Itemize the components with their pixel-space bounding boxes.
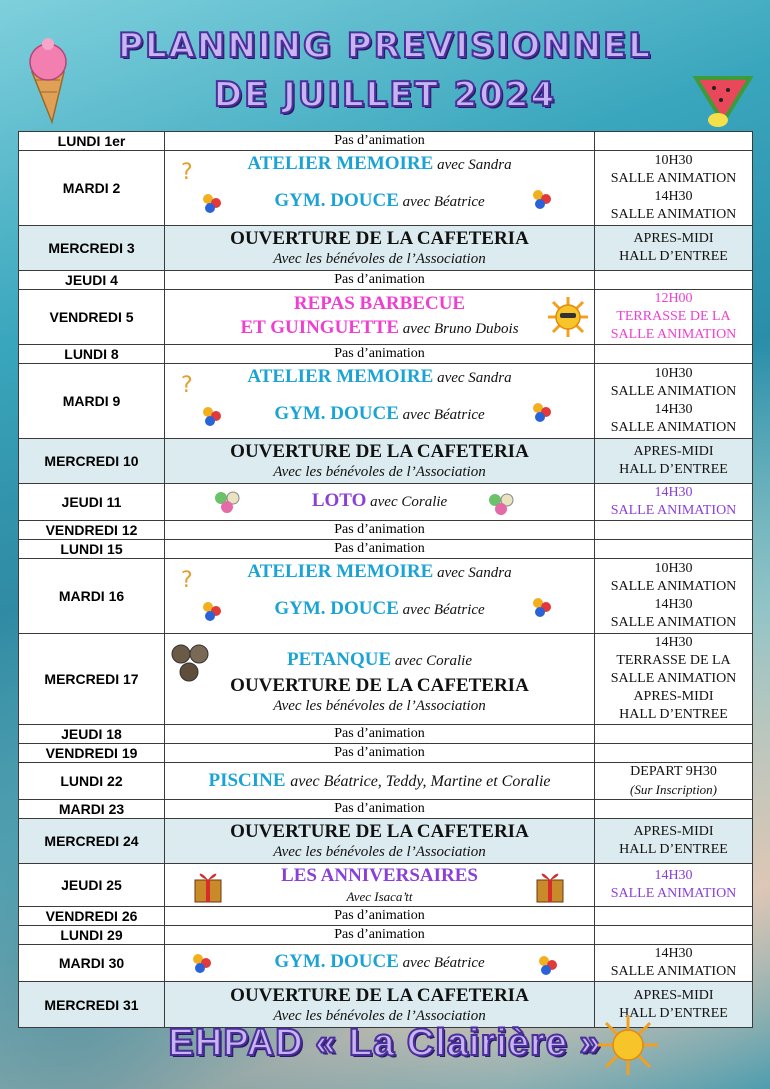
activity-host: avec Béatrice, Teddy, Martine et Coralie <box>290 772 551 790</box>
table-row <box>19 800 753 819</box>
day-cell: MARDI 30 <box>19 945 165 982</box>
table-row <box>19 540 753 559</box>
activity-title: ATELIER MEMOIRE <box>247 366 434 387</box>
activity-cell <box>165 559 595 634</box>
sun-icon <box>596 1013 660 1077</box>
activity-host: avec Béatrice <box>398 955 485 971</box>
activity-cell <box>165 819 595 864</box>
day-cell: VENDREDI 5 <box>19 290 165 345</box>
place-line: HALL D’ENTREE <box>619 462 728 477</box>
place-line: HALL D’ENTREE <box>619 249 728 264</box>
table-row <box>19 725 753 744</box>
table-row <box>19 271 753 290</box>
day-cell: LUNDI 8 <box>19 345 165 364</box>
place-cell <box>595 151 753 226</box>
activity-title: OUVERTURE DE LA CAFETERIA <box>230 441 529 462</box>
activity-host: Avec Isaca’tt <box>346 889 413 904</box>
place-line: 10H30 <box>654 561 693 576</box>
activity-host: avec Coralie <box>366 494 448 510</box>
table-row <box>19 634 753 725</box>
place-cell <box>595 926 753 945</box>
day-cell: MARDI 2 <box>19 151 165 226</box>
place-cell <box>595 484 753 521</box>
place-line: (Sur Inscription) <box>629 782 718 797</box>
table-row <box>19 559 753 634</box>
activity-cell: Pas d’animation <box>165 132 595 151</box>
lotto-balls-icon <box>213 490 245 514</box>
page-title <box>0 20 770 118</box>
place-cell <box>595 540 753 559</box>
day-cell: MERCREDI 3 <box>19 226 165 271</box>
place-line: APRES-MIDI <box>633 689 714 704</box>
day-cell: MERCREDI 17 <box>19 634 165 725</box>
place-cell <box>595 132 753 151</box>
day-cell: VENDREDI 12 <box>19 521 165 540</box>
activity-cell: Pas d’animation <box>165 521 595 540</box>
day-cell: LUNDI 22 <box>19 763 165 800</box>
activity-title: OUVERTURE DE LA CAFETERIA <box>230 228 529 249</box>
question-mark-icon <box>179 567 201 591</box>
table-row <box>19 926 753 945</box>
table-row <box>19 364 753 439</box>
table-row <box>19 345 753 364</box>
place-cell <box>595 725 753 744</box>
svg-text:?: ? <box>181 373 193 396</box>
activity-host: Avec les bénévoles de l’Association <box>273 698 486 714</box>
balls-icon <box>531 400 553 424</box>
activity-cell <box>165 364 595 439</box>
petanque-icon <box>169 642 213 684</box>
place-line: SALLE ANIMATION <box>610 886 737 901</box>
balls-icon <box>531 187 553 211</box>
table-row <box>19 819 753 864</box>
day-cell: MARDI 23 <box>19 800 165 819</box>
balls-icon <box>537 953 559 977</box>
activity-title: LES ANNIVERSAIRES <box>281 865 478 886</box>
place-line: SALLE ANIMATION <box>610 171 737 186</box>
place-cell <box>595 271 753 290</box>
activity-title: OUVERTURE DE LA CAFETERIA <box>230 821 529 842</box>
activity-cell: Pas d’animation <box>165 926 595 945</box>
activity-host: avec Coralie <box>391 653 472 669</box>
sun-icon <box>547 296 589 338</box>
table-row <box>19 907 753 926</box>
place-line: APRES-MIDI <box>633 824 714 839</box>
place-cell <box>595 290 753 345</box>
place-line: HALL D’ENTREE <box>619 707 728 722</box>
activity-cell: Pas d’animation <box>165 744 595 763</box>
table-row <box>19 439 753 484</box>
place-line: 10H30 <box>654 366 693 381</box>
day-cell: LUNDI 29 <box>19 926 165 945</box>
place-line: APRES-MIDI <box>633 231 714 246</box>
place-cell <box>595 819 753 864</box>
day-cell: LUNDI 1er <box>19 132 165 151</box>
place-line: DEPART 9H30 <box>630 764 717 779</box>
activity-title: PETANQUE <box>287 649 392 670</box>
day-cell: JEUDI 18 <box>19 725 165 744</box>
place-line: APRES-MIDI <box>633 444 714 459</box>
place-cell <box>595 439 753 484</box>
activity-title: GYM. DOUCE <box>274 951 399 972</box>
place-cell <box>595 521 753 540</box>
balls-icon <box>531 595 553 619</box>
activity-cell <box>165 484 595 521</box>
place-line: TERRASSE DE LA <box>616 309 731 324</box>
lotto-balls-icon <box>487 492 519 516</box>
place-line: SALLE ANIMATION <box>610 503 737 518</box>
activity-title: ATELIER MEMOIRE <box>247 561 434 582</box>
svg-text:?: ? <box>181 160 193 183</box>
day-cell: MERCREDI 24 <box>19 819 165 864</box>
place-line: SALLE ANIMATION <box>610 964 737 979</box>
activity-cell <box>165 982 595 1028</box>
place-line: 14H30 <box>654 597 693 612</box>
gift-icon <box>533 866 567 904</box>
question-mark-icon <box>179 372 201 396</box>
place-line: 12H00 <box>654 291 693 306</box>
place-line: TERRASSE DE LA <box>616 653 731 668</box>
place-cell <box>595 763 753 800</box>
activity-host: avec Béatrice <box>398 194 485 210</box>
svg-text:?: ? <box>181 568 193 591</box>
activity-host: avec Sandra <box>433 565 512 581</box>
place-line: 14H30 <box>654 189 693 204</box>
activity-cell: Pas d’animation <box>165 907 595 926</box>
activity-cell: Pas d’animation <box>165 800 595 819</box>
table-row <box>19 763 753 800</box>
activity-title: GYM. DOUCE <box>274 598 399 619</box>
activity-title: OUVERTURE DE LA CAFETERIA <box>230 984 529 1006</box>
activity-title: REPAS BARBECUE <box>293 293 466 314</box>
place-line: 14H30 <box>654 868 693 883</box>
activity-host: avec Sandra <box>433 370 512 386</box>
activity-title: GYM. DOUCE <box>274 190 399 211</box>
place-cell <box>595 945 753 982</box>
activity-cell: Pas d’animation <box>165 540 595 559</box>
balls-icon <box>191 951 213 975</box>
activity-cell <box>165 763 595 800</box>
place-line: SALLE ANIMATION <box>610 615 737 630</box>
place-cell <box>595 345 753 364</box>
planning-table <box>18 131 753 1028</box>
activity-host: Avec les bénévoles de l’Association <box>273 1007 486 1024</box>
place-line: SALLE ANIMATION <box>610 207 737 222</box>
day-cell: MARDI 16 <box>19 559 165 634</box>
place-line: 14H30 <box>654 635 693 650</box>
activity-title: PISCINE <box>208 769 291 791</box>
activity-title: GYM. DOUCE <box>274 403 399 424</box>
table-row <box>19 864 753 907</box>
activity-host: Avec les bénévoles de l’Association <box>273 464 486 480</box>
title-line-2: DE JUILLET 2024 <box>213 75 557 115</box>
activity-title: LOTO <box>311 490 367 511</box>
activity-host: avec Béatrice <box>398 602 485 618</box>
activity-cell <box>165 151 595 226</box>
place-cell <box>595 800 753 819</box>
place-line: HALL D’ENTREE <box>619 842 728 857</box>
place-line: SALLE ANIMATION <box>610 671 737 686</box>
place-line: SALLE ANIMATION <box>610 579 737 594</box>
activity-cell: Pas d’animation <box>165 345 595 364</box>
place-line: 14H30 <box>654 485 693 500</box>
place-line: 14H30 <box>654 946 693 961</box>
day-cell: JEUDI 25 <box>19 864 165 907</box>
table-row <box>19 744 753 763</box>
activity-cell <box>165 945 595 982</box>
place-line: 14H30 <box>654 402 693 417</box>
activity-cell <box>165 439 595 484</box>
activity-title: ATELIER MEMOIRE <box>247 153 434 174</box>
activity-host: avec Sandra <box>433 157 512 173</box>
activity-host: Avec les bénévoles de l’Association <box>273 251 486 267</box>
day-cell: LUNDI 15 <box>19 540 165 559</box>
place-line: SALLE ANIMATION <box>610 420 737 435</box>
place-cell <box>595 226 753 271</box>
activity-title: ET GUINGUETTE <box>240 317 399 338</box>
day-cell: MARDI 9 <box>19 364 165 439</box>
day-cell: VENDREDI 19 <box>19 744 165 763</box>
place-line: SALLE ANIMATION <box>610 384 737 399</box>
table-row <box>19 484 753 521</box>
activity-host: Avec les bénévoles de l’Association <box>273 844 486 860</box>
balls-icon <box>201 599 223 623</box>
place-line: 10H30 <box>654 153 693 168</box>
activity-cell <box>165 634 595 725</box>
table-row <box>19 290 753 345</box>
activity-cell: Pas d’animation <box>165 725 595 744</box>
table-row <box>19 226 753 271</box>
day-cell: MERCREDI 10 <box>19 439 165 484</box>
place-cell <box>595 559 753 634</box>
question-mark-icon <box>179 159 201 183</box>
place-cell <box>595 744 753 763</box>
place-cell <box>595 864 753 907</box>
footer-title: EHPAD « La Clairière » <box>168 1022 602 1064</box>
gift-icon <box>191 866 225 904</box>
day-cell: JEUDI 4 <box>19 271 165 290</box>
place-cell <box>595 364 753 439</box>
table-row <box>19 151 753 226</box>
table-row <box>19 945 753 982</box>
activity-host: avec Bruno Dubois <box>399 321 519 337</box>
day-cell: JEUDI 11 <box>19 484 165 521</box>
balls-icon <box>201 404 223 428</box>
place-line: APRES-MIDI <box>633 987 714 1003</box>
place-cell <box>595 634 753 725</box>
place-line: SALLE ANIMATION <box>610 327 737 342</box>
activity-cell <box>165 290 595 345</box>
activity-cell <box>165 864 595 907</box>
day-cell: MERCREDI 31 <box>19 982 165 1028</box>
activity-cell: Pas d’animation <box>165 271 595 290</box>
table-row <box>19 132 753 151</box>
balls-icon <box>201 191 223 215</box>
title-line-1: PLANNING PREVISIONNEL <box>118 26 652 66</box>
place-line: HALL D’ENTREE <box>619 1005 728 1021</box>
table-row <box>19 521 753 540</box>
day-cell: VENDREDI 26 <box>19 907 165 926</box>
activity-title: OUVERTURE DE LA CAFETERIA <box>230 675 529 696</box>
activity-host: avec Béatrice <box>398 407 485 423</box>
activity-cell <box>165 226 595 271</box>
place-cell <box>595 907 753 926</box>
